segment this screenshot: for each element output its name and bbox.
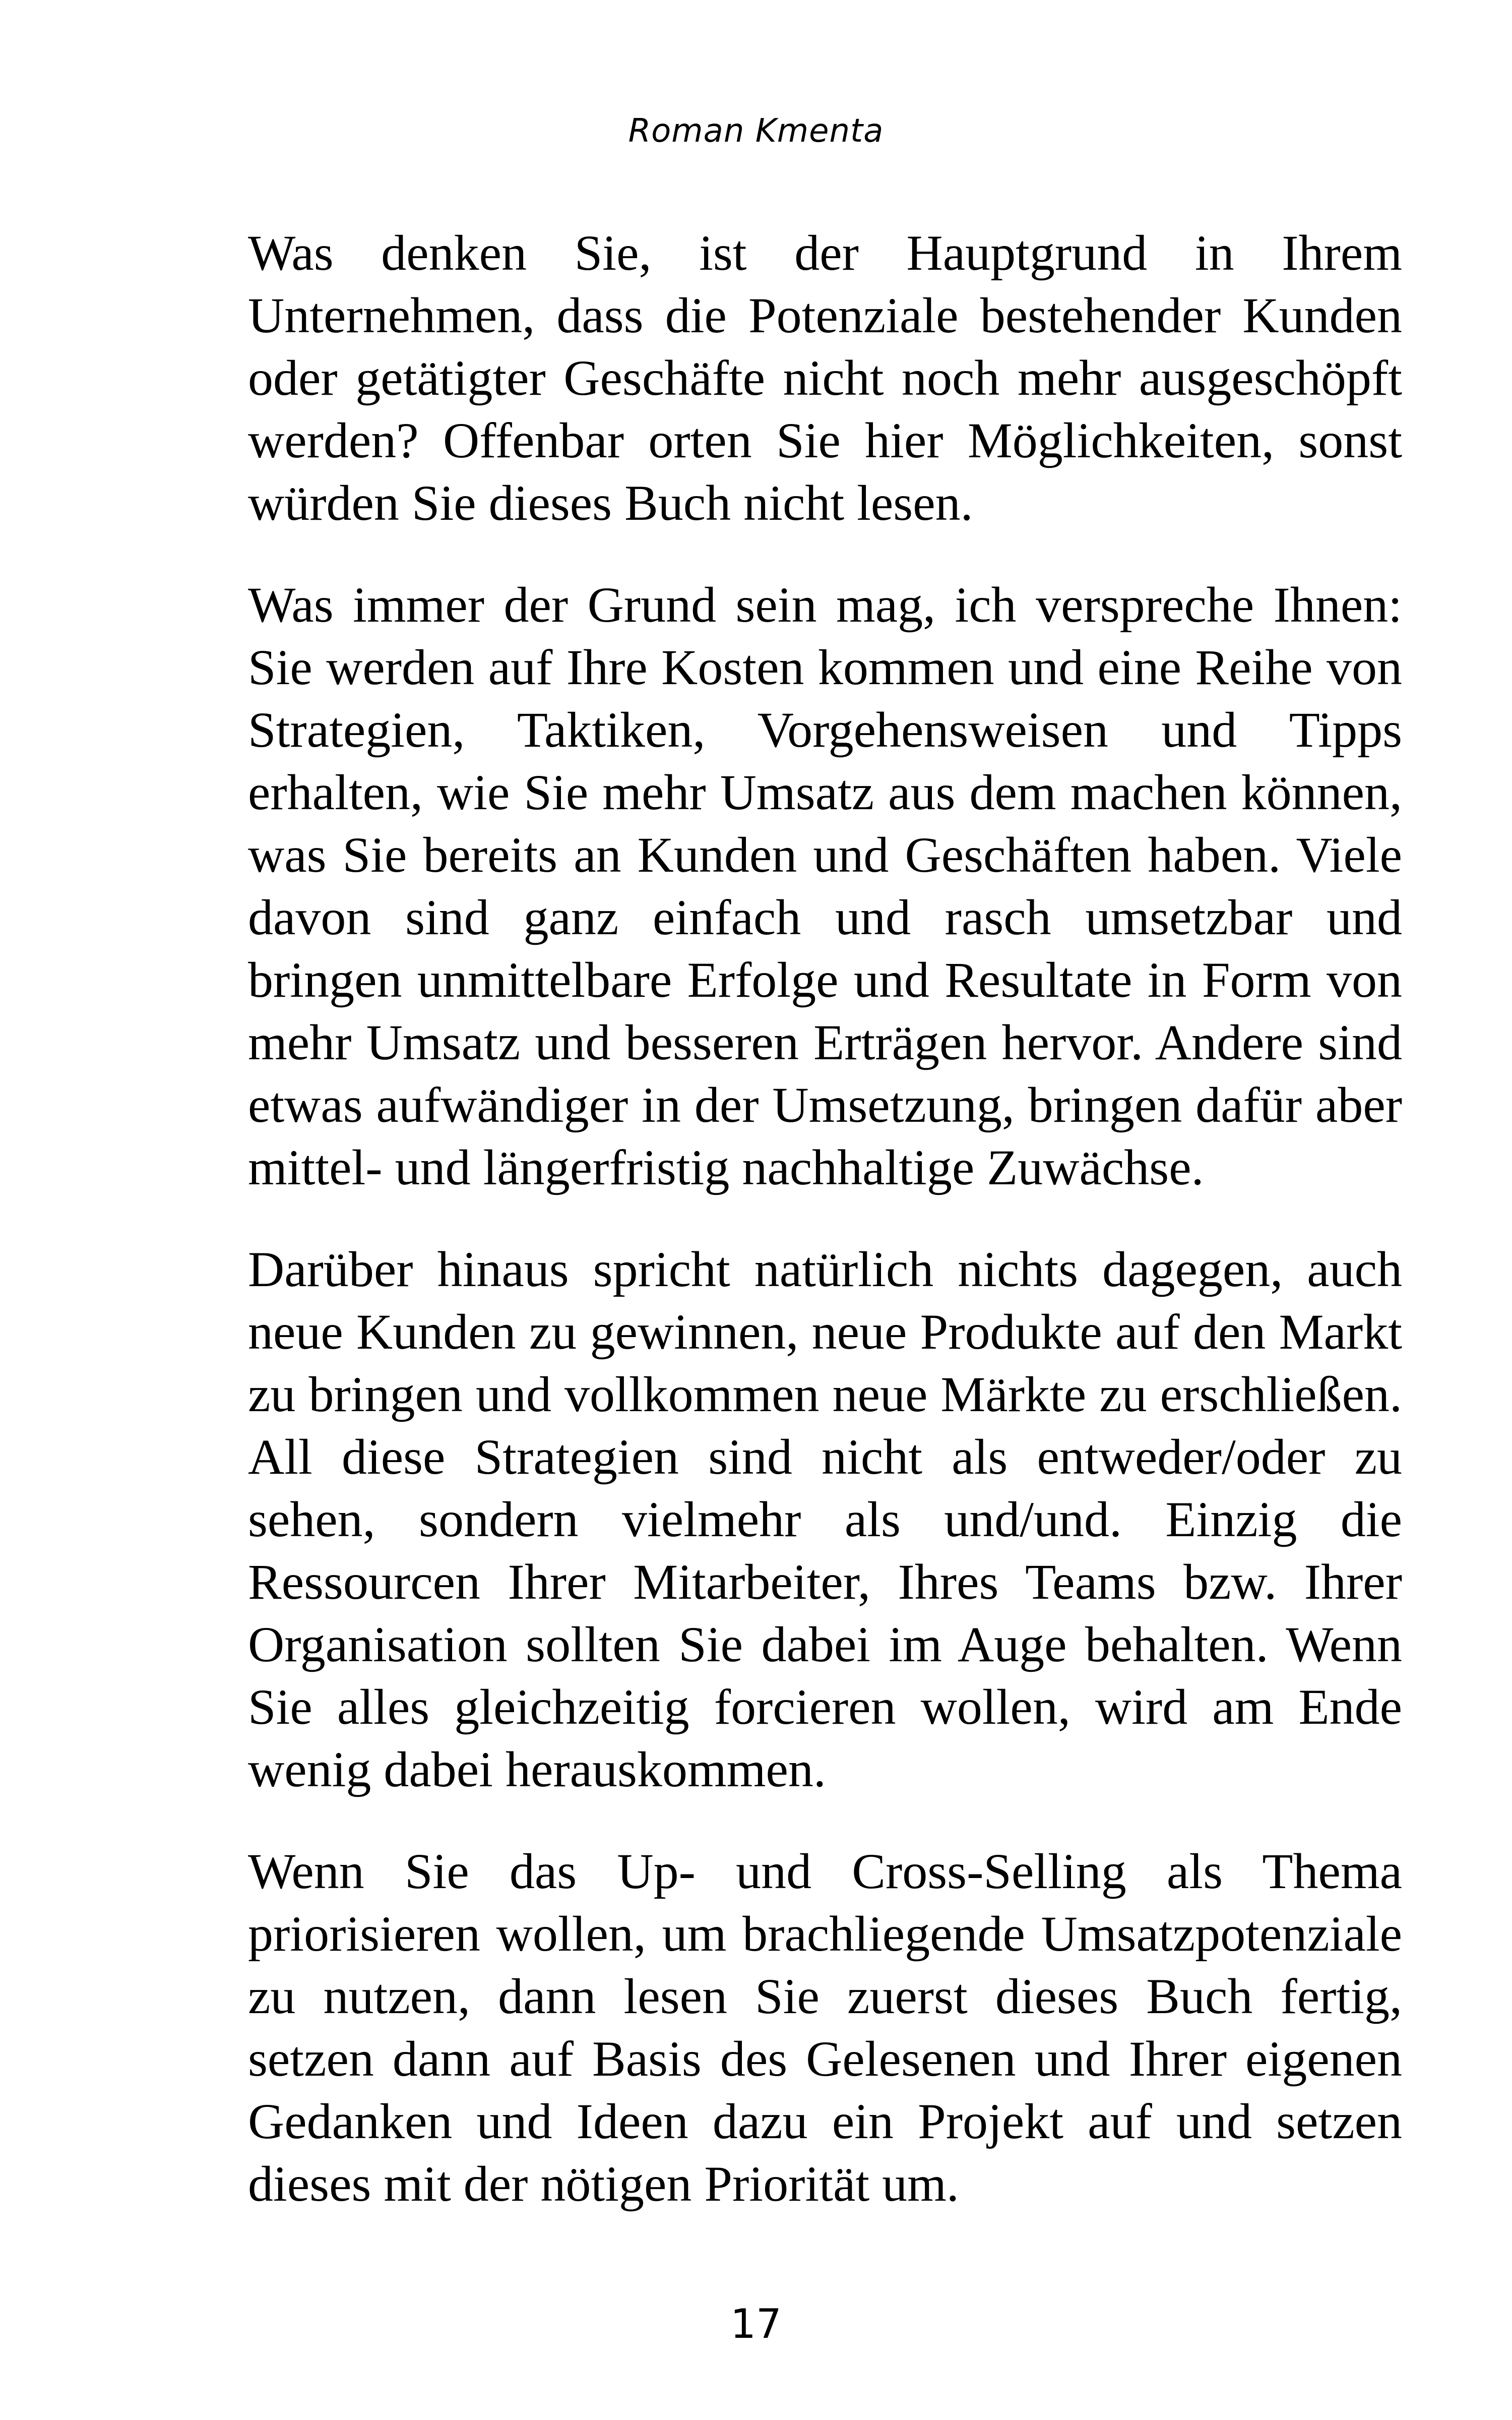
body-text (248, 222, 1402, 2215)
page-number: 17 (730, 2301, 782, 2347)
paragraph-4: Wenn Sie das Up- und Cross-Selling als Thema priorisieren wollen, um brachliegende Umsatzpotenziale zu nutzen, dann lesen Sie zuerst dieses Buch fertig, setzen dann auf Basis des Gelesenen und Ihrer eigenen Gedanken und Ideen dazu ein Projekt auf und setzen dieses mit der nötigen Priorität um. (248, 1843, 1402, 2212)
paragraph-3: Darüber hinaus spricht natürlich nichts dagegen, auch neue Kunden zu gewinnen, neue Produkte auf den Markt zu bringen und vollkommen neue Märkte zu erschließen. All diese Strategien sind nicht als entweder/oder zu sehen, sondern vielmehr als und/und. Einzig die Ressourcen Ihrer Mitarbeiter, Ihres Teams bzw. Ihrer Organisation sollten Sie dabei im Auge behalten. Wenn Sie alles gleichzeitig forcieren wollen, wird am Ende wenig dabei herauskommen. (248, 1241, 1402, 1797)
paragraph-1: Was denken Sie, ist der Hauptgrund in Ihrem Unternehmen, dass die Potenziale bestehender Kunden oder getätigter Geschäfte nicht noch mehr ausgeschöpft werden? Offenbar orten Sie hier Möglichkeiten, sonst würden Sie dieses Buch nicht lesen. (248, 225, 1402, 531)
paragraph-2: Was immer der Grund sein mag, ich verspreche Ihnen: Sie werden auf Ihre Kosten kommen und eine Reihe von Strategien, Taktiken, Vorgehensweisen und Tipps erhalten, wie Sie mehr Umsatz aus dem machen können, was Sie bereits an Kunden und Geschäften haben. Viele davon sind ganz einfach und rasch umsetzbar und bringen unmittelbare Erfolge und Resultate in Form von mehr Umsatz und besseren Erträgen hervor. Andere sind etwas aufwändiger in der Umsetzung, bringen dafür aber mittel- und längerfristig nachhaltige Zuwächse. (248, 577, 1402, 1195)
running-header-author: Roman Kmenta (628, 112, 884, 150)
